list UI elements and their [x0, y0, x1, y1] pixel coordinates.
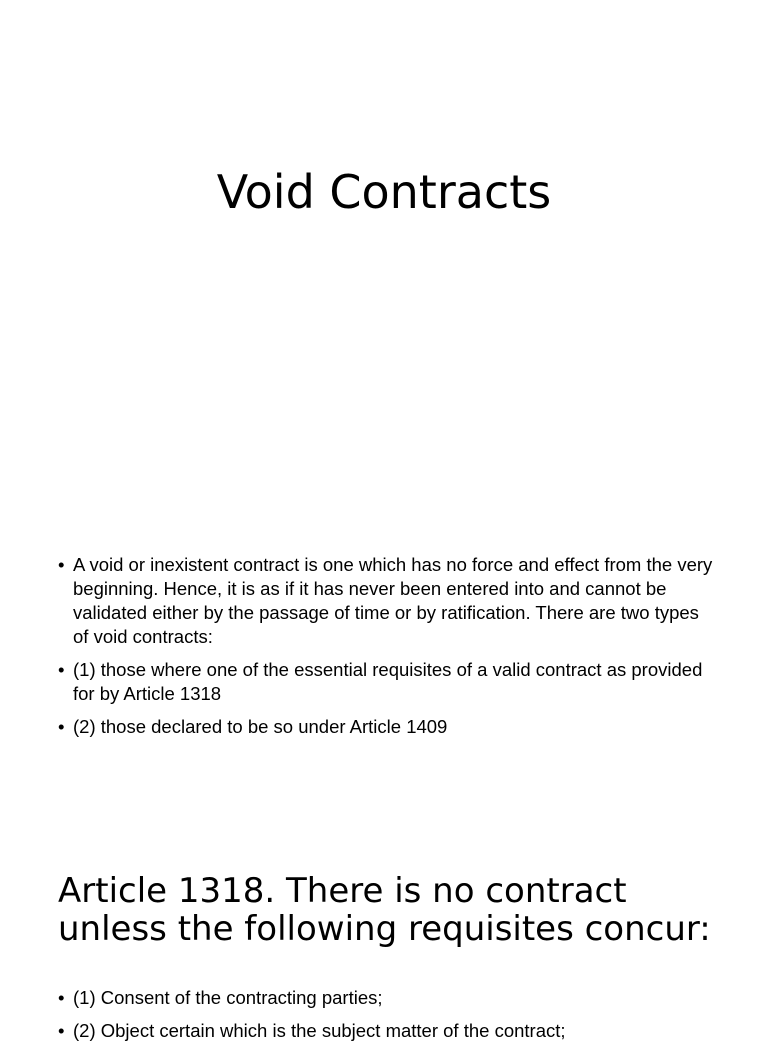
bullet-item — [58, 1019, 718, 1043]
bullet-text: (1) those where one of the essential requisites of a valid contract as provided for by Article 1318 — [73, 659, 703, 704]
bullet-list — [58, 986, 718, 1052]
bullet-icon: • — [58, 659, 65, 680]
bullet-item — [58, 553, 718, 649]
bullet-item — [58, 986, 718, 1010]
bullet-list — [58, 553, 718, 748]
bullet-icon: • — [58, 716, 65, 737]
bullet-icon: • — [58, 1020, 65, 1041]
bullet-item — [58, 658, 718, 706]
bullet-text: (2) those declared to be so under Article 1409 — [73, 716, 448, 737]
slide-2 — [0, 812, 768, 1041]
bullet-icon: • — [58, 554, 65, 575]
bullet-text: A void or inexistent contract is one which has no force and effect from the very beginning. Hence, it is as if it has never been entered into and cannot be validated either by the passage of time or by ratification. There are two types of void contracts: — [73, 554, 713, 647]
slide-title: Article 1318. There is no contract unless the following requisites concur: — [58, 871, 711, 949]
slide-title: Void Contracts — [216, 165, 552, 219]
bullet-text: (2) Object certain which is the subject matter of the contract; — [73, 1020, 566, 1041]
bullet-icon: • — [58, 987, 65, 1008]
bullet-item — [58, 715, 718, 739]
bullet-text: (1) Consent of the contracting parties; — [73, 987, 383, 1008]
